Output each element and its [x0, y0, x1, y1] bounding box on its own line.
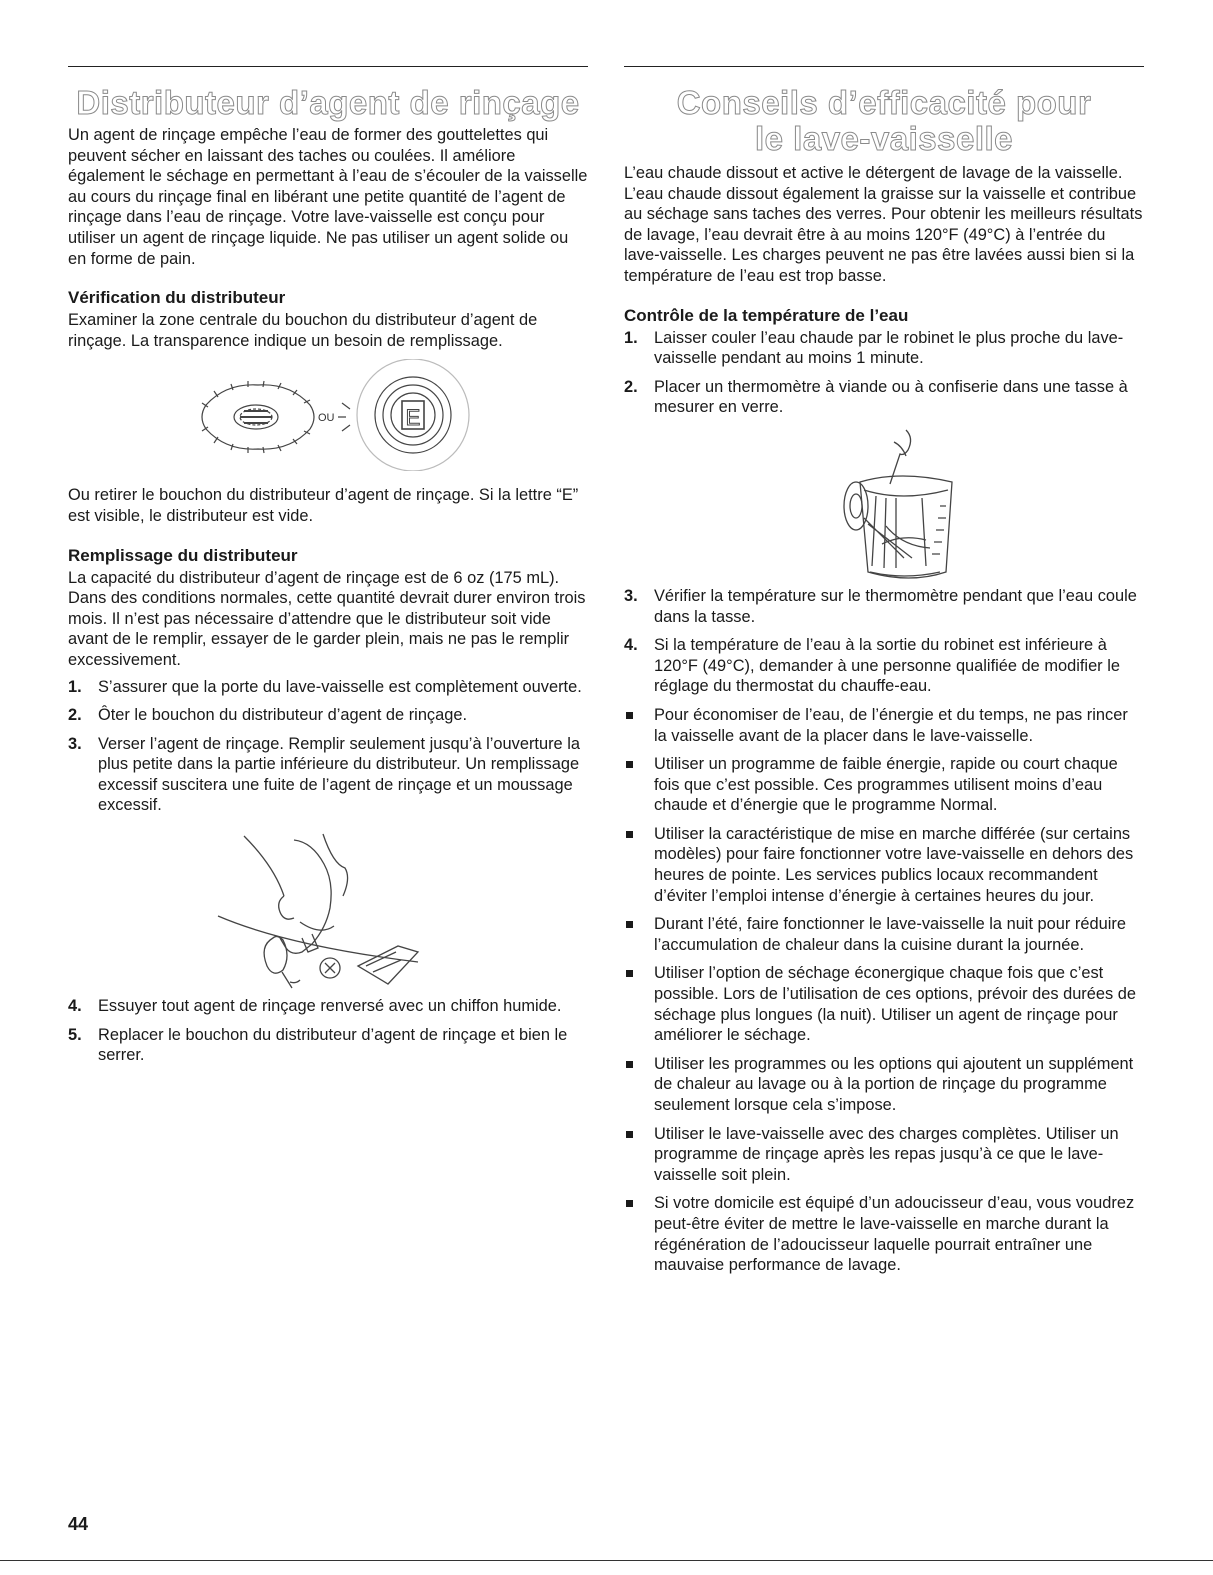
temperature-steps-list — [624, 328, 1144, 418]
filling-steps-list — [68, 677, 588, 817]
efficiency-title-line-1: Conseils d’efficacité pour — [676, 84, 1092, 121]
water-temperature-heading: Contrôle de la température de l’eau — [624, 305, 909, 325]
page-number: 44 — [68, 1514, 89, 1534]
thermometer-in-cup-icon — [844, 430, 952, 578]
dispenser-cap-figure — [68, 359, 588, 471]
filling-steps-list-continued — [68, 996, 588, 1066]
efficiency-tips-list — [624, 705, 1144, 1276]
tip-item: Utiliser la caractéristique de mise en marche différée (sur certains modèles) pour faire fonctionner votre lave-vaisselle en dehors des heures de pointe. Les services publics locaux recommandent d’éviter l’emploi intense d’énergie à certaines heures du jour. — [624, 824, 1144, 906]
bottom-rule — [0, 1560, 1213, 1561]
pouring-figure — [68, 826, 588, 996]
or-label: OU — [318, 412, 335, 425]
letter-e-label: E — [405, 405, 421, 431]
bullet-icon — [624, 824, 654, 906]
bullet-icon — [624, 963, 654, 1045]
rinse-aid-intro: Un agent de rinçage empêche l’eau de former des gouttelettes qui peuvent sécher en laissant des taches ou coulées. Il améliore également le séchage en permettant à l’eau de s’écouler de la vaisselle au cours du rinçage final en libérant une petite quantité de l’agent de rinçage dans l’eau de rinçage. Votre lave-vaisselle est conçu pour utiliser un agent de rinçage liquide. Ne pas utiliser un agent solide ou en forme de pain. — [68, 126, 588, 268]
filling-step: 4. Essuyer tout agent de rinçage renversé avec un chiffon humide. — [68, 997, 562, 1016]
dispenser-cap-illustration — [68, 359, 588, 471]
after-figure-text: Ou retirer le bouchon du distributeur d’agent de rinçage. Si la lettre “E” est visible, le distributeur est vide. — [68, 486, 579, 525]
filling-text: La capacité du distributeur d’agent de rinçage est de 6 oz (175 mL). Dans des conditions normales, cette quantité devrait durer environ trois mois. Il n’est pas nécessaire d’attendre que le distributeur soit vide avant de le remplir, essayer de le garder plein, mais ne pas le remplir excessivement. — [68, 568, 586, 669]
tip-item: Durant l’été, faire fonctionner le lave-vaisselle la nuit pour réduire l’accumulation de chaleur dans la cuisine durant la journée. — [624, 914, 1144, 955]
verification-heading: Vérification du distributeur — [68, 288, 286, 308]
efficiency-intro: L’eau chaude dissout et active le détergent de lavage de la vaisselle. L’eau chaude dissout également la graisse sur la vaisselle et contribue au séchage sans taches des verres. Pour obtenir les meilleurs résultats de lavage, l’eau devrait être à au moins 120°F (49°C) à l’entrée du lave-vaisselle. Les charges peuvent ne pas être lavées aussi bien si la température de l’eau est trop basse. — [624, 164, 1143, 285]
temperature-step: 3. Vérifier la température sur le thermomètre pendant que l’eau coule dans la tasse. — [624, 586, 1137, 626]
left-column — [68, 66, 588, 1074]
filling-heading: Remplissage du distributeur — [68, 545, 298, 565]
filling-step: 5. Replacer le bouchon du distributeur d’agent de rinçage et bien le serrer. — [68, 1025, 568, 1065]
filling-step: 3. Verser l’agent de rinçage. Remplir seulement jusqu’à l’ouverture la plus petite dans la partie inférieure du distributeur. Un remplissage excessif suscitera une fuite de l’agent de rinçage et un moussage excessif. — [68, 734, 580, 815]
bullet-icon — [624, 705, 654, 746]
bullet-icon — [624, 1124, 654, 1186]
bullet-icon — [624, 1054, 654, 1116]
filling-step: 2. Ôter le bouchon du distributeur d’agent de rinçage. — [68, 706, 468, 725]
filling-step: 1. S’assurer que la porte du lave-vaisselle est complètement ouverte. — [68, 677, 582, 696]
measuring-cup-figure — [624, 426, 1144, 586]
cap-top-view-icon — [202, 381, 314, 453]
right-column — [624, 66, 1144, 1284]
rinse-aid-section-title: Distributeur d’agent de rinçage — [76, 84, 580, 121]
efficiency-title-line-2: le lave-vaisselle — [754, 120, 1014, 157]
tip-item: Utiliser l’option de séchage éconergique chaque fois que c’est possible. Lors de l’utilisation de ces options, prévoir des durées de séchage plus longues (la nuit). Utiliser un agent de rinçage pour améliorer le séchage. — [624, 963, 1144, 1045]
bullet-icon — [624, 914, 654, 955]
tip-item: Utiliser les programmes ou les options qui ajoutent un supplément de chaleur au lavage ou à la portion de rinçage du programme seulement lorsque cela s’impose. — [624, 1054, 1144, 1116]
temperature-step: 2. Placer un thermomètre à viande ou à confiserie dans une tasse à mesurer en verre. — [624, 377, 1128, 417]
pouring-rinse-aid-illustration — [68, 826, 588, 996]
tip-item: Si votre domicile est équipé d’un adoucisseur d’eau, vous voudrez peut-être éviter de mettre le lave-vaisselle en marche durant la régénération de l’adoucisseur laquelle pourrait entraîner une mauvaise performance de lavage. — [624, 1193, 1144, 1275]
temperature-step: 1. Laisser couler l’eau chaude par le robinet le plus proche du lave-vaisselle pendant au moins 1 minute. — [624, 328, 1124, 368]
cap-letter-e-icon — [338, 359, 469, 471]
top-rule-right — [624, 66, 1144, 67]
tip-item: Utiliser le lave-vaisselle avec des charges complètes. Utiliser un programme de rinçage après les repas jusqu’à ce que le lave-vaisselle soit plein. — [624, 1124, 1144, 1186]
measuring-cup-thermometer-illustration — [624, 426, 1144, 586]
hand-with-bottle-icon — [218, 834, 418, 988]
tip-item: Utiliser un programme de faible énergie, rapide ou court chaque fois que c’est possible. Ces programmes utilisent moins d’eau chaude et d’énergie que le programme Normal. — [624, 754, 1144, 816]
bullet-icon — [624, 1193, 654, 1275]
tip-item: Pour économiser de l’eau, de l’énergie et du temps, ne pas rincer la vaisselle avant de la placer dans le lave-vaisselle. — [624, 705, 1144, 746]
temperature-steps-list-continued — [624, 586, 1144, 697]
efficiency-section-title — [624, 85, 1144, 157]
top-rule-left — [68, 66, 588, 67]
bullet-icon — [624, 754, 654, 816]
verification-text: Examiner la zone centrale du bouchon du distributeur d’agent de rinçage. La transparence indique un besoin de remplissage. — [68, 311, 538, 350]
temperature-step: 4. Si la température de l’eau à la sortie du robinet est inférieure à 120°F (49°C), demander à une personne qualifiée de modifier le réglage du thermostat du chauffe-eau. — [624, 636, 1120, 696]
